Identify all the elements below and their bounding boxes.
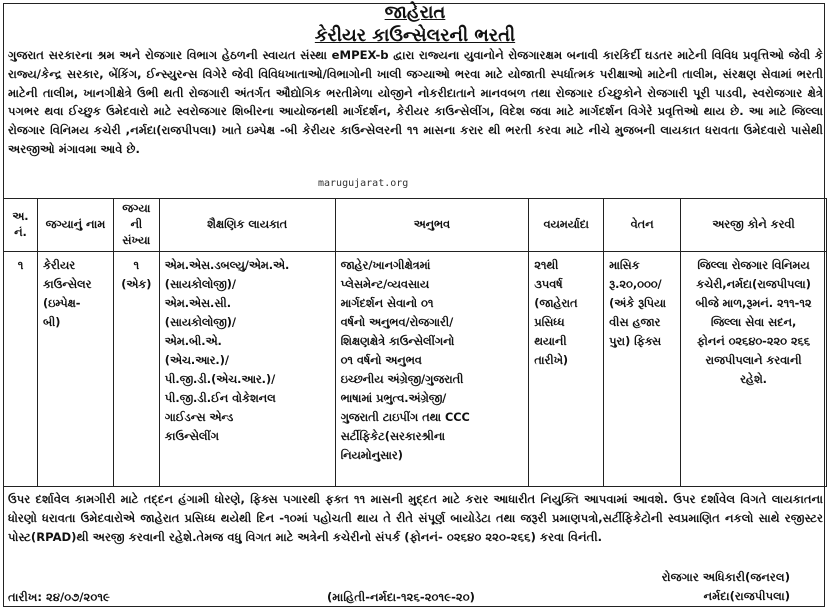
cell-salary: [604, 252, 681, 487]
salary-line: રૂ.૨૦,૦૦૦/: [609, 278, 662, 291]
experience-line: ભાષામાં પ્રભુત્વ.અંગ્રેજી/: [340, 392, 447, 405]
experience-line: સર્ટીફિકેટ(સરકારશ્રીના: [340, 430, 446, 443]
qualification-line: એમ.એસ.ડબલ્યુ/એમ.એ.: [164, 259, 290, 272]
table-header-row: [4, 199, 827, 252]
count-line: ૧: [133, 259, 140, 272]
header-sr: અ. નં.: [4, 199, 38, 252]
salary-line: વીસ હજાર: [609, 316, 661, 329]
post-line: કેરીયર: [42, 259, 76, 272]
qualification-line: એમ.બી.એ.: [164, 335, 222, 348]
cell-qualification: [159, 252, 335, 487]
count-line: (એક): [121, 278, 152, 291]
experience-line: શિક્ષણક્ષેત્રે કાઉન્સેલીંગનો: [340, 335, 455, 348]
age-line: ૨૧થી: [534, 259, 559, 272]
header-experience: અનુભવ: [335, 199, 529, 252]
experience-line: પ્લેસમેન્ટ/વ્યવસાય: [340, 278, 430, 291]
age-line: થયાની: [534, 335, 567, 348]
age-line: તારીખે): [534, 354, 569, 367]
experience-line: ગુજરાતી ટાઇપીંગ તથા CCC: [340, 411, 470, 424]
qualification-line: (એચ.આર.)/: [164, 354, 229, 367]
salary-line: માસિક: [609, 259, 640, 272]
header-qualification: શૈક્ષણિક લાયકાત: [159, 199, 335, 252]
apply-line: રહેશે.: [740, 373, 767, 386]
table-row: [4, 252, 827, 487]
salary-line: પુરા) ફિક્સ: [609, 335, 662, 348]
cell-sr: ૧: [4, 252, 38, 487]
cell-apply-to: [681, 252, 827, 487]
qualification-line: (સાયકોલોજી)/: [164, 278, 236, 291]
page-title: જાહેરાત: [384, 2, 446, 23]
experience-line: ૦૧ વર્ષનો અનુભવ: [340, 354, 422, 367]
header-apply-to: અરજી કોને કરવી: [681, 199, 827, 252]
age-line: પ્રસિધ્ધ: [534, 316, 565, 329]
office-place: નર્મદા(રાજપીપલા): [703, 589, 790, 603]
apply-line: કચેરી,નર્મદા(રાજપીપલા): [696, 278, 811, 291]
header-age: વયમર્યાદા: [529, 199, 604, 252]
post-line: (ઇમ્પેક્ષ-: [42, 297, 81, 310]
apply-line: રાજપીપલાને કરવાની: [705, 354, 802, 367]
qualification-line: પી.જી.ડી.(એચ.આર.)/: [164, 373, 276, 386]
header-salary: વેતન: [604, 199, 681, 252]
issue-date: તારીખ: ૨૪/૦૭/૨૦૧૯: [8, 590, 110, 604]
cell-experience: [335, 252, 529, 487]
vacancy-table: [3, 198, 827, 487]
footer-paragraph: ઉપર દર્શાવેલ કામગીરી માટે તદ્દન હંગામી ધોરણે, ફિક્સ પગારથી ફક્ત ૧૧ માસની મુદ્દત માટે કરાર આધારીત નિયુક્તિ આપવામાં આવશે. ઉપર દર્શાવેલ વિગતે લાયકાતના ધોરણો ધરાવતા ઉમેદવારોએ જાહેરાત પ્રસિધ્ધ થયેથી દિન -૧૦માં પહોચતી થાય તે રીતે સંપૂર્ણ બાયોડેટા તથા જરૂરી પ્રમાણપત્રો,સર્ટીફિકેટોની સ્વપ્રમાણિત નકલો સાથે રજીસ્ટર પોસ્ટ(RPAD)થી અરજી કરવાની રહેશે.તેમજ વધુ વિગત માટે અત્રેની કચેરીનો સંપર્ક (ફોનનં- ૦૨૬૪૦ ૨૨૦-૨૬૬) કરવા વિનંતી.: [8, 492, 823, 545]
reference-number: (માહિતી-નર્મદા-૧૨૬-૨૦૧૯-૨૦): [327, 590, 475, 604]
cell-post: [37, 252, 113, 487]
header-count: જગ્યા ની સંખ્યા: [113, 199, 159, 252]
age-line: ૩૫વર્ષ: [534, 278, 563, 291]
apply-line: ફોનનં ૦૨૬૪૦-૨૨૦ ૨૬૬: [696, 335, 811, 348]
experience-line: વર્ષનો અનુભવ/રોજગારી/: [340, 316, 454, 329]
apply-line: જિલ્લા સેવા સદન,: [710, 316, 797, 329]
salary-line: (અંકે રૂપિયા: [609, 297, 667, 310]
experience-line: નિયમોનુસાર): [340, 449, 403, 462]
page-subtitle: કેરીયર કાઉન્સેલરની ભરતી: [314, 25, 516, 46]
post-line: બી): [42, 316, 61, 329]
experience-line: ઇચ્છનીય અંગ્રેજી/ગુજરાતી: [340, 373, 464, 386]
age-line: (જાહેરાત: [534, 297, 578, 310]
experience-line: જાહેર/ખાનગીક્ષેત્રમાં: [340, 259, 431, 272]
experience-line: માર્ગદર્શન સેવાનો ૦૧: [340, 297, 434, 310]
cell-count: [113, 252, 159, 487]
cell-age: [529, 252, 604, 487]
apply-line: બીજે માળ,રૂમનં. ૨૧૧-૧૨: [695, 297, 812, 310]
apply-line: જિલ્લા રોજગાર વિનિમય: [697, 259, 810, 272]
signatory-block: [662, 568, 790, 606]
post-line: કાઉન્સેલર: [42, 278, 92, 291]
qualification-line: પી.જી.ડી.ઈન વોકેશનલ: [164, 392, 276, 405]
header-post: જગ્યાનું નામ: [37, 199, 113, 252]
watermark: marugujarat.org: [318, 178, 409, 189]
qualification-line: કાઉન્સેલીંગ: [164, 430, 219, 443]
officer-title: રોજગાર અધિકારી(જનરલ): [661, 570, 790, 584]
intro-paragraph: ગુજરાત સરકારના શ્રમ અને રોજગાર વિભાગ હેઠળની સ્વાયત સંસ્થા eMPEX-b દ્વારા રાજ્યના યુવાનોને રોજગારક્ષમ બનાવી કારકિર્દી ઘડતર માટેની વિવિધ પ્રવૃત્તિઓ જેવી કે રાજ્ય/કેન્દ્ર સરકાર, બેંકિંગ, ઈન્સ્યુરન્સ વિગેરે જેવી વિવિધખાતાઓ/વિભાગોની ખાલી જગ્યાઓ ભરવા માટે યોજાતી સ્પર્ધાત્મક પરીક્ષાઓ માટેની તાલીમ, સંરક્ષણ સેવામાં ભરતી માટેની તાલીમ, ખાનગીક્ષેત્રે ઉભી થતી રોજગારી અંતર્ગત ઔદ્યોગિક ભરતીમેળા યોજીને નોકરીદાતાને માનવબળ તથા રોજગાર ઈચ્છુકોને રોજગારી પૂરી પાડવી, સ્વરોજગાર ક્ષેત્રે પગભર થવા ઈચ્છુક ઉમેદવારો માટે સ્વરોજગાર શિબીરના આયોજનથી માર્ગદર્શન, કેરીયર કાઉન્સેલીંગ, વિદેશ જવા માટે માર્ગદર્શન વિગેરે પ્રવૃત્તિઓ થાય છે. આ માટે જિલ્લા રોજગાર વિનિમય કચેરી ,નર્મદા(રાજપીપલા) ખાતે ઇમ્પેક્ષ -બી કેરીયર કાઉન્સેલરની ૧૧ માસના કરાર થી ભરતી કરવા માટે નીચે મુજબની લાયકાત ધરાવતા ઉમેદવારો પાસેથી અરજીઓ મંગાવમા આવે છે.: [8, 48, 823, 156]
qualification-line: (સાયકોલોજી)/: [164, 316, 236, 329]
qualification-line: એમ.એસ.સી.: [164, 297, 232, 310]
qualification-line: ગાઈડન્સ એન્ડ: [164, 411, 234, 424]
